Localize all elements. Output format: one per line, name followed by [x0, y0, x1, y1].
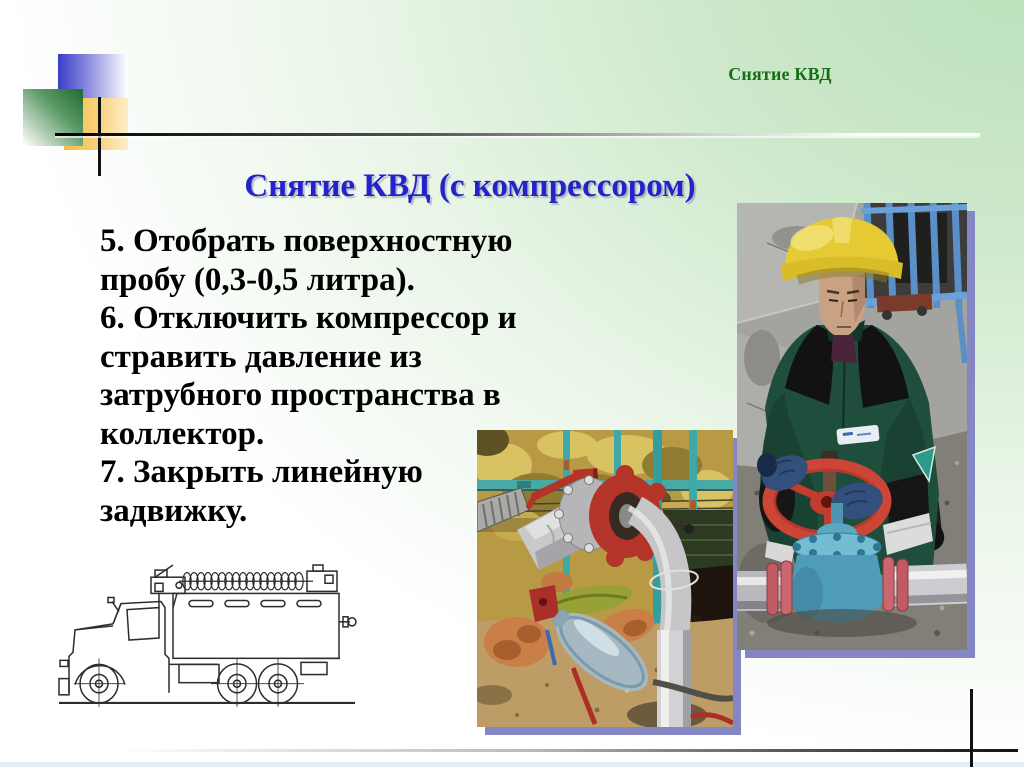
- body-line: задвижку.: [100, 492, 248, 529]
- body-line: стравить давление из: [100, 338, 422, 375]
- wellhead-photo: [477, 430, 733, 727]
- body-line: 5. Отобрать поверхностную: [100, 223, 513, 259]
- body-text-block: [100, 222, 517, 530]
- slide-header: Снятие КВД: [728, 64, 832, 84]
- deco-square-green: [23, 89, 83, 146]
- operator-photo: [737, 203, 967, 650]
- body-line: 7. Закрыть линейную: [100, 454, 423, 490]
- deco-horizontal-rule-top: [55, 133, 980, 136]
- body-line: пробу (0,3-0,5 литра).: [100, 261, 415, 298]
- compressor-truck-drawing: [55, 563, 361, 707]
- body-line: коллектор.: [100, 415, 265, 452]
- body-line: затрубного пространства в: [100, 377, 501, 413]
- deco-vertical-line-top-left: [98, 97, 101, 176]
- deco-vertical-line-bottom-right: [970, 689, 973, 767]
- deco-bottom-edge-strip: [0, 762, 1024, 767]
- body-line: 6. Отключить компрессор и: [100, 300, 517, 336]
- deco-horizontal-rule-bottom: [118, 749, 1018, 752]
- slide-title: Снятие КВД (с компрессором): [244, 168, 696, 204]
